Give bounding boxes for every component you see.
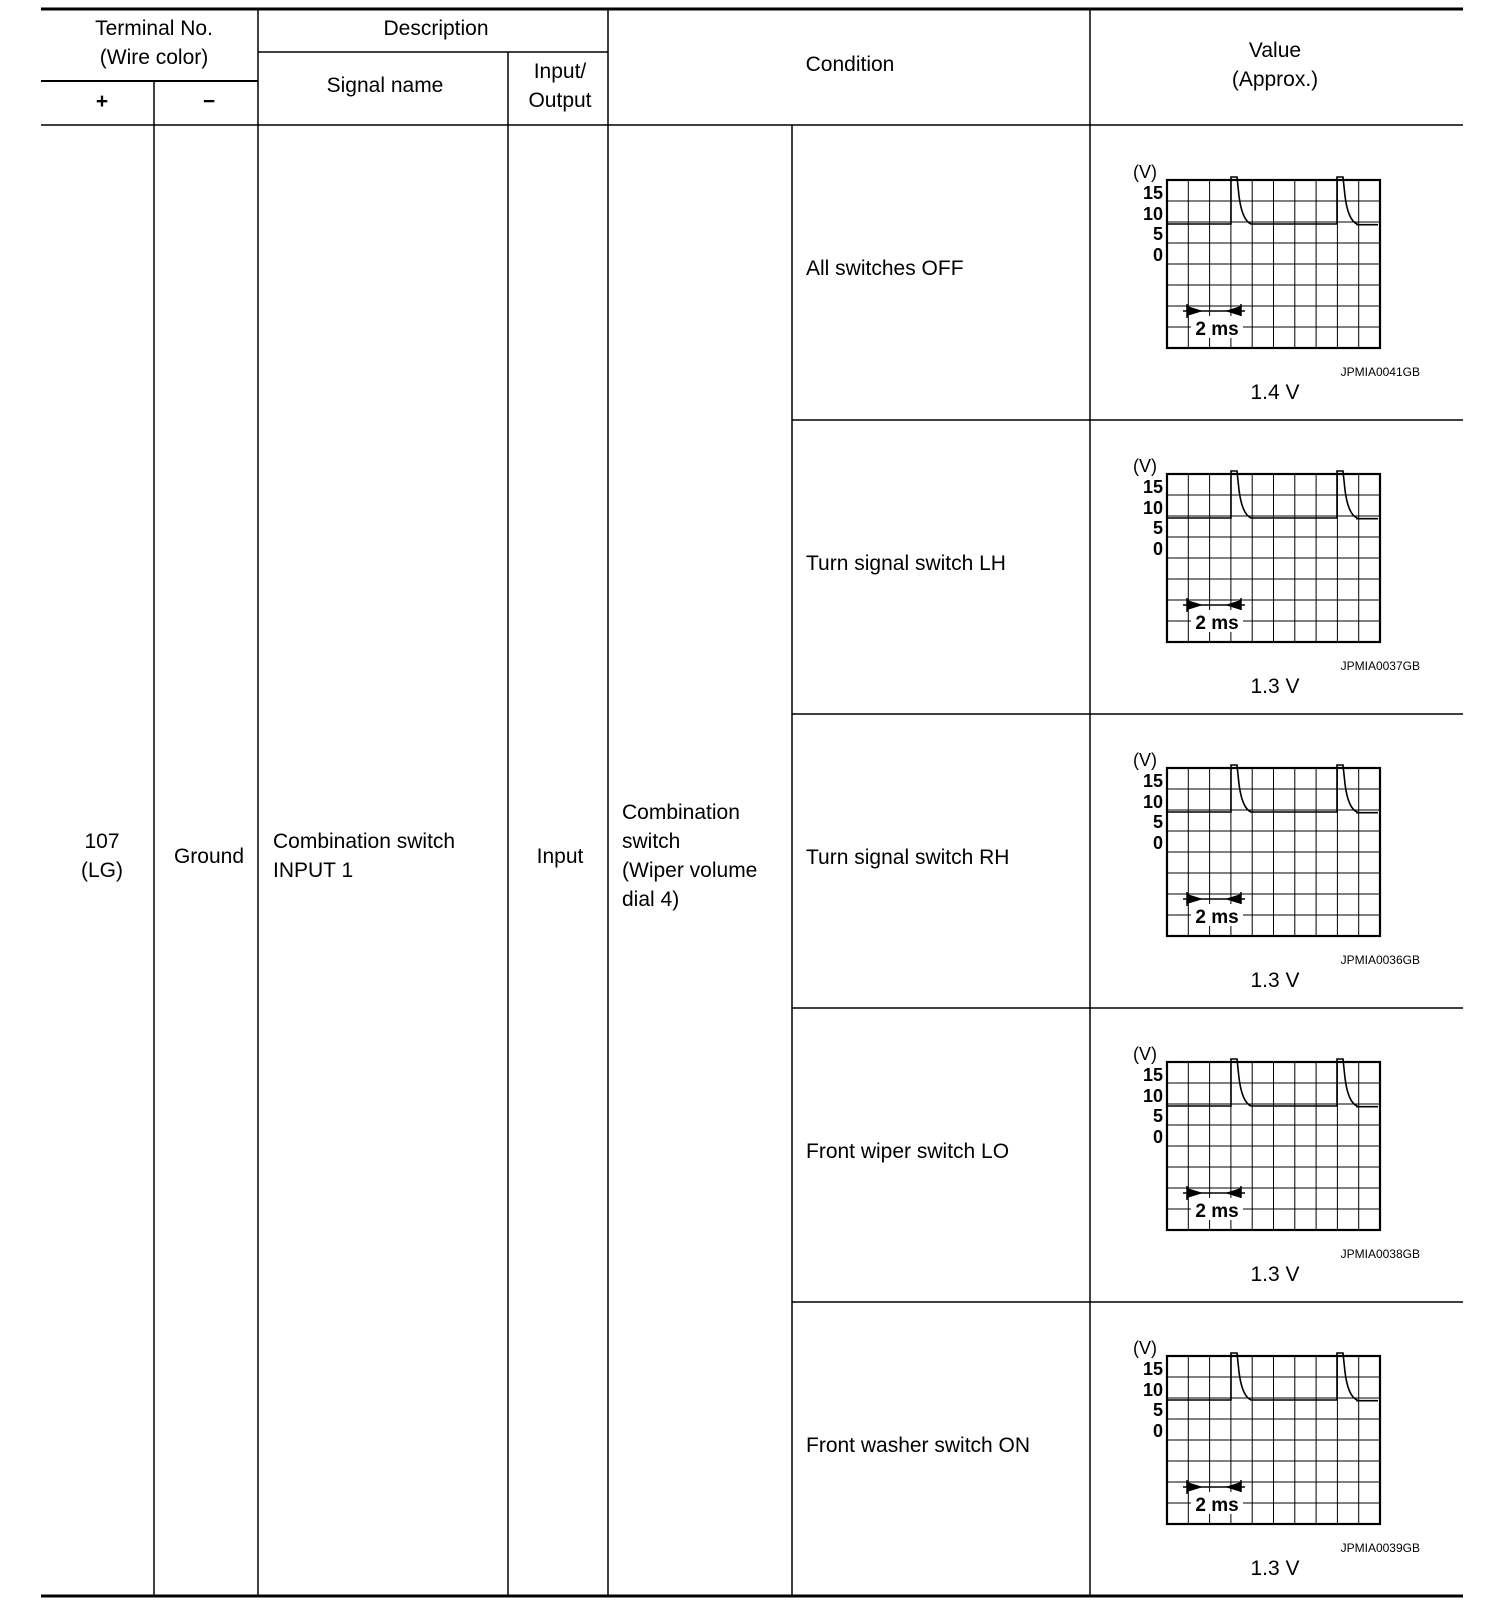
scope-y-tick-label: 0 xyxy=(1152,1127,1163,1147)
condition-main-cell: Combination switch (Wiper volume dial 4) xyxy=(622,801,758,911)
scope-unit-label: (V) xyxy=(1133,164,1157,182)
scope-unit-label: (V) xyxy=(1133,1340,1157,1358)
waveform-figure xyxy=(1130,1046,1430,1269)
header-terminal-no: Terminal No. xyxy=(95,17,213,40)
scope-y-tick-label: 15 xyxy=(1142,477,1163,497)
scope-y-tick-label: 15 xyxy=(1142,1359,1163,1379)
time-scale-arrow xyxy=(1187,600,1203,610)
input-output-cell: Input xyxy=(536,845,584,868)
scope-unit-label: (V) xyxy=(1133,458,1157,476)
scope-y-tick-label: 5 xyxy=(1152,1106,1163,1126)
waveform-figure xyxy=(1130,164,1430,387)
scope-y-tick-label: 5 xyxy=(1152,224,1163,244)
time-scale-label: 2 ms xyxy=(1195,319,1239,340)
scope-y-tick-label: 15 xyxy=(1142,771,1163,791)
terminal-minus-cell: Ground xyxy=(173,845,245,868)
waveform-svg xyxy=(1130,164,1430,382)
waveform-figure xyxy=(1130,752,1430,975)
time-scale-label: 2 ms xyxy=(1195,1201,1239,1222)
scope-y-tick-label: 10 xyxy=(1142,498,1163,518)
scope-y-tick-label: 5 xyxy=(1152,812,1163,832)
sub-condition-3: Turn signal switch RH xyxy=(806,846,1010,869)
waveform-figure xyxy=(1130,1340,1430,1563)
voltage-value-3: 1.3 V xyxy=(1250,969,1300,992)
voltage-value-2: 1.3 V xyxy=(1250,675,1300,698)
header-input-output: Input/ Output xyxy=(528,60,592,112)
voltage-value-5: 1.3 V xyxy=(1250,1557,1300,1580)
scope-y-tick-label: 5 xyxy=(1152,1400,1163,1420)
time-scale-arrow xyxy=(1187,1188,1203,1198)
voltage-value-4: 1.3 V xyxy=(1250,1263,1300,1286)
figure-code-label: JPMIA0038GB xyxy=(1340,1247,1420,1261)
voltage-value-1: 1.4 V xyxy=(1250,381,1300,404)
header-condition: Condition xyxy=(805,53,895,76)
time-scale-arrow xyxy=(1225,306,1241,316)
header-value-approx: (Approx.) xyxy=(1231,68,1319,91)
waveform-figure xyxy=(1130,458,1430,681)
scope-y-tick-label: 0 xyxy=(1152,1421,1163,1441)
scope-y-tick-label: 10 xyxy=(1142,1086,1163,1106)
scope-unit-label: (V) xyxy=(1133,752,1157,770)
scope-unit-label: (V) xyxy=(1133,1046,1157,1064)
signal-name-cell: Combination switch INPUT 1 xyxy=(273,830,456,882)
header-description: Description xyxy=(383,17,489,40)
time-scale-arrow xyxy=(1187,306,1203,316)
figure-code-label: JPMIA0041GB xyxy=(1340,365,1420,379)
time-scale-arrow xyxy=(1187,894,1203,904)
sub-condition-5: Front washer switch ON xyxy=(806,1434,1031,1457)
waveform-svg xyxy=(1130,752,1430,970)
scope-y-tick-label: 0 xyxy=(1152,833,1163,853)
header-signal-name: Signal name xyxy=(326,74,444,97)
waveform-svg xyxy=(1130,458,1430,676)
scope-y-tick-label: 10 xyxy=(1142,1380,1163,1400)
scope-y-tick-label: 15 xyxy=(1142,1065,1163,1085)
scope-y-tick-label: 5 xyxy=(1152,518,1163,538)
sub-condition-4: Front wiper switch LO xyxy=(806,1140,1010,1163)
figure-code-label: JPMIA0039GB xyxy=(1340,1541,1420,1555)
time-scale-arrow xyxy=(1225,894,1241,904)
figure-code-label: JPMIA0037GB xyxy=(1340,659,1420,673)
time-scale-arrow xyxy=(1225,1188,1241,1198)
header-plus: + xyxy=(95,90,109,113)
scope-y-tick-label: 10 xyxy=(1142,204,1163,224)
header-wire-color: (Wire color) xyxy=(99,46,209,69)
header-value: Value xyxy=(1248,39,1302,62)
scope-y-tick-label: 0 xyxy=(1152,245,1163,265)
waveform-svg xyxy=(1130,1340,1430,1558)
time-scale-arrow xyxy=(1187,1482,1203,1492)
time-scale-label: 2 ms xyxy=(1195,1495,1239,1516)
time-scale-arrow xyxy=(1225,1482,1241,1492)
figure-code-label: JPMIA0036GB xyxy=(1340,953,1420,967)
terminal-plus-cell: 107 (LG) xyxy=(81,830,123,882)
time-scale-label: 2 ms xyxy=(1195,907,1239,928)
scope-y-tick-label: 10 xyxy=(1142,792,1163,812)
scope-y-tick-label: 0 xyxy=(1152,539,1163,559)
waveform-svg xyxy=(1130,1046,1430,1264)
sub-condition-1: All switches OFF xyxy=(806,257,964,280)
sub-condition-2: Turn signal switch LH xyxy=(806,552,1006,575)
time-scale-label: 2 ms xyxy=(1195,613,1239,634)
header-minus: − xyxy=(202,90,216,113)
scope-y-tick-label: 15 xyxy=(1142,183,1163,203)
time-scale-arrow xyxy=(1225,600,1241,610)
